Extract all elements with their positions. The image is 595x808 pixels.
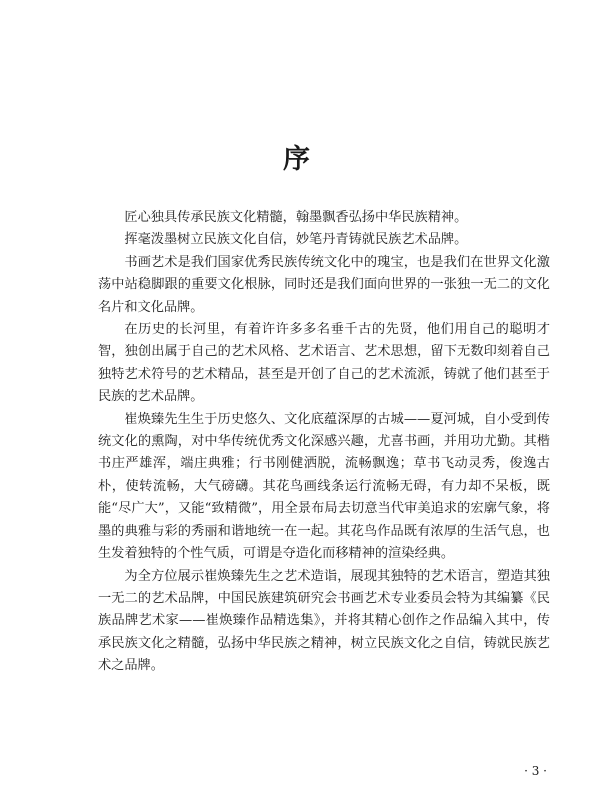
page-number: · 3 · [524, 764, 547, 778]
paragraph: 在历史的长河里，有着许许多多名垂千古的先贤，他们用自己的聪明才智，独创出属于自己的艺术风格、艺术语言、艺术思想，留下无数印刻着自己独特艺术符号的艺术精品，甚至是开创了自己的艺术流派，铸就了他们甚至于民族的艺术品牌。 [98, 322, 550, 405]
paragraph: 书画艺术是我们国家优秀民族传统文化中的瑰宝，也是我们在世界文化激荡中站稳脚跟的重要文化根脉，同时还是我们面向世界的一张独一无二的文化名片和文化品牌。 [98, 254, 550, 315]
paragraph: 为全方位展示崔焕臻先生之艺术造诣，展现其独特的艺术语言，塑造其独一无二的艺术品牌，中国民族建筑研究会书画艺术专业委员会特为其编纂《民族品牌艺术家——崔焕臻作品精选集》，并将其精心创作之作品编入其中，传承民族文化之精髓，弘扬中华民族之精神，树立民族文化之自信，铸就民族艺术之品牌。 [98, 568, 550, 674]
paragraph: 崔焕臻先生生于历史悠久、文化底蕴深厚的古城——夏河城，自小受到传统文化的熏陶，对中华传统优秀文化深感兴趣，尤喜书画，并用功尤勤。其楷书庄严雄浑，端庄典雅；行书刚健洒脱，流畅飘逸；草书飞动灵秀，俊逸古朴，使转流畅，大气磅礴。其花鸟画线条运行流畅无碍，有力却不呆板，既能“尽广大”，又能“致精微”，用全景布局去切意当代审美追求的宏廓气象，将墨的典雅与彩的秀丽和谐地统一在一起。其花鸟作品既有浓厚的生活气息，也生发着独特的个性气质，可谓是夺造化而移精神的渲染经典。 [98, 411, 550, 562]
page-title: 序 [283, 144, 312, 175]
paragraph: 挥毫泼墨树立民族文化自信，妙笔丹青铸就民族艺术品牌。 [124, 232, 468, 248]
paragraph: 匠心独具传承民族文化精髓，翰墨飘香弘扬中华民族精神。 [124, 210, 468, 225]
preface-body [98, 207, 550, 678]
